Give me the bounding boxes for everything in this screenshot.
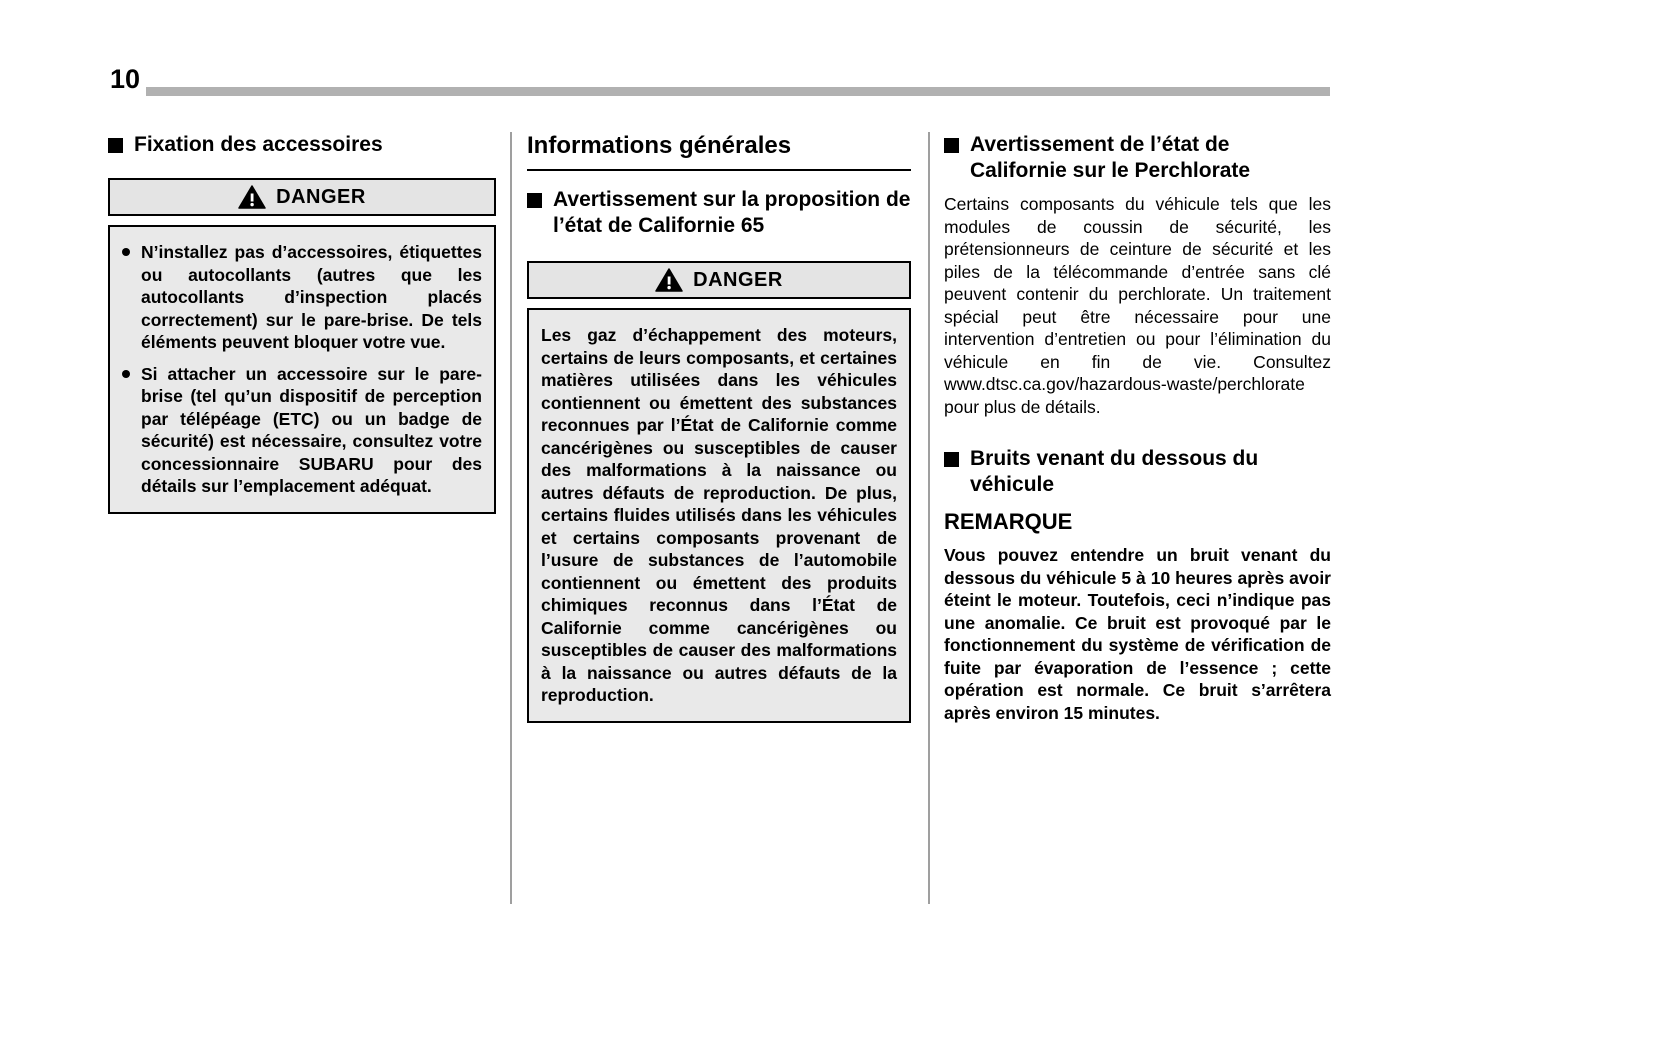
section-heading-text: Bruits venant du dessous du véhicule — [970, 447, 1259, 496]
column-divider-right — [928, 132, 930, 904]
section-heading-noises — [944, 446, 1331, 498]
square-marker-icon — [108, 138, 123, 153]
page-title: Informations générales — [527, 132, 911, 171]
danger-banner — [527, 261, 911, 299]
column-perchlorate-noises — [944, 132, 1331, 724]
column-general-information — [527, 132, 911, 723]
bullet-dot-icon — [122, 370, 130, 378]
danger-content-box — [108, 225, 496, 514]
square-marker-icon — [944, 452, 959, 467]
bullet-text: Si attacher un accessoire sur le pare-brise (tel qu’un dispositif de perception par télépéage (ETC) ou un badge de sécurité) est nécessaire, consultez votre concessionnaire SUBARU pour des détails sur l’emplacement adéquat. — [141, 363, 482, 496]
header-rule — [146, 87, 1330, 96]
danger-content-box — [527, 308, 911, 723]
paragraph-perchlorate: Certains composants du véhicule tels que les modules de coussin de sécurité, les prétensionneurs de ceinture de sécurité et les piles de la télécommande d’entrée sans clé peuvent contenir du perchlorate. Un traitement spécial peut être nécessaire pour une intervention d’entretien ou pour l’élimination du véhicule en fin de vie. Consultez www.dtsc.ca.gov/hazardous-waste/perchlorate pour plus de détails. — [944, 194, 1331, 417]
bullet-text: N’installez pas d’accessoires, étiquettes ou autocollants (autres que les autocollants d’inspection placés correctement) sur le pare-brise. De tels éléments peuvent bloquer votre vue. — [141, 242, 482, 352]
danger-label: DANGER — [693, 268, 783, 291]
column-divider-left — [510, 132, 512, 904]
note-label: REMARQUE — [944, 509, 1073, 534]
list-item — [122, 241, 482, 354]
section-heading-text: Avertissement de l’état de Californie sur le Perchlorate — [970, 133, 1251, 182]
note-paragraph: Vous pouvez entendre un bruit venant du dessous du véhicule 5 à 10 heures après avoir éteint le moteur. Toutefois, ceci n’indique pas une anomalie. Ce bruit est provoqué par le fonctionnement du système de vérification de fuite par évaporation de l’essence ; cette opération est normale. Ce bruit s’arrêtera après environ 15 minutes. — [944, 545, 1331, 723]
section-heading-accessories — [108, 132, 496, 158]
warning-icon — [238, 185, 266, 209]
bullet-dot-icon — [122, 248, 130, 256]
section-heading-text: Avertissement sur la proposition de l’état de Californie 65 — [553, 188, 911, 237]
danger-banner — [108, 178, 496, 216]
square-marker-icon — [527, 193, 542, 208]
page-number: 10 — [110, 64, 141, 94]
section-heading-prop65 — [527, 187, 911, 239]
danger-label: DANGER — [276, 185, 366, 208]
section-heading-text: Fixation des accessoires — [134, 133, 383, 156]
list-item — [122, 363, 482, 498]
warning-icon — [655, 268, 683, 292]
square-marker-icon — [944, 138, 959, 153]
danger-body-text: Les gaz d’échappement des moteurs, certains de leurs composants, et certaines matières utilisées dans les véhicules contiennent ou émettent des substances reconnues par l’État de Californie comme cancérigènes ou susceptibles de causer des malformations à la naissance ou autres défauts de reproduction. De plus, certains fluides utilisés dans les véhicules et certains composants provenant de l’usure de substances de l’automobile contiennent ou émettent des produits chimiques reconnus dans l’État de Californie comme cancérigènes ou susceptibles de causer des malformations à la naissance ou autres défauts de la reproduction. — [541, 325, 897, 705]
section-heading-perchlorate — [944, 132, 1331, 184]
column-accessories — [108, 132, 496, 514]
